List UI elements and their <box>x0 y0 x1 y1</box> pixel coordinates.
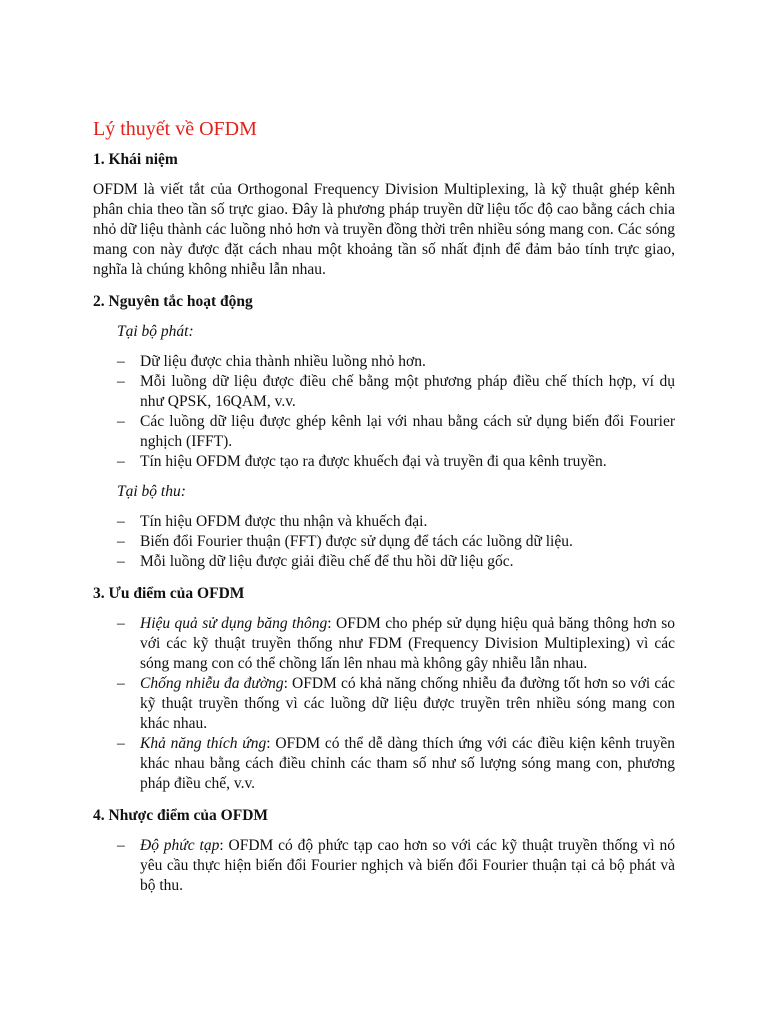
section-heading-advantages: 3. Ưu điểm của OFDM <box>93 585 245 602</box>
document-title: Lý thuyết về OFDM <box>93 118 257 140</box>
concept-paragraph: OFDM là viết tắt của Orthogonal Frequency Division Multiplexing, là kỹ thuật ghép kênh phân chia theo tần số trực giao. Đây là phương pháp truyền dữ liệu tốc độ cao bằng cách chia nhỏ dữ liệu thành các luồng nhỏ hơn và truyền đồng thời trên nhiều sóng mang con. Các sóng mang con này được đặt cách nhau một khoảng tần số nhất định để đảm bảo tính trực giao, nghĩa là chúng không nhiễu lẫn nhau. <box>93 181 675 278</box>
section-heading-concept: 1. Khái niệm <box>93 151 178 168</box>
list-item: – Dữ liệu được chia thành nhiều luồng nhỏ hơn. <box>117 353 426 370</box>
list-item: – Các luồng dữ liệu được ghép kênh lại với nhau bằng cách sử dụng biến đổi Fourier nghịch (IFFT). <box>117 413 675 450</box>
receiver-label: Tại bộ thu: <box>117 483 186 500</box>
transmitter-list <box>93 352 675 472</box>
list-item: – Tín hiệu OFDM được thu nhận và khuếch đại. <box>117 513 428 530</box>
list-item: – Tín hiệu OFDM được tạo ra được khuếch đại và truyền đi qua kênh truyền. <box>117 453 607 470</box>
list-item: – Chống nhiễu đa đường: OFDM có khả năng chống nhiễu đa đường tốt hơn so với các kỹ thuật truyền thống vì các luồng dữ liệu được truyền trên nhiều sóng mang con khác nhau. <box>117 675 675 732</box>
list-item: – Hiệu quả sử dụng băng thông: OFDM cho phép sử dụng hiệu quả băng thông hơn so với các kỹ thuật truyền thống như FDM (Frequency Division Multiplexing) vì các sóng mang con có thể chồng lấn lên nhau mà không gây nhiễu lẫn nhau. <box>117 615 675 672</box>
section-heading-principle: 2. Nguyên tắc hoạt động <box>93 293 253 310</box>
receiver-list <box>93 512 675 572</box>
section-heading-disadvantages: 4. Nhược điểm của OFDM <box>93 807 269 824</box>
list-item: – Biến đổi Fourier thuận (FFT) được sử dụng để tách các luồng dữ liệu. <box>117 533 573 550</box>
list-item: – Mỗi luồng dữ liệu được giải điều chế để thu hồi dữ liệu gốc. <box>117 553 514 570</box>
disadvantages-list <box>93 836 675 896</box>
transmitter-label: Tại bộ phát: <box>117 323 194 340</box>
list-item: – Độ phức tạp: OFDM có độ phức tạp cao hơn so với các kỹ thuật truyền thống vì nó yêu cầu thực hiện biến đổi Fourier nghịch và biến đổi Fourier thuận tại cả bộ phát và bộ thu. <box>117 837 675 894</box>
advantages-list <box>93 614 675 794</box>
list-item: – Mỗi luồng dữ liệu được điều chế bằng một phương pháp điều chế thích hợp, ví dụ như QPSK, 16QAM, v.v. <box>117 373 675 410</box>
document-body <box>93 150 675 896</box>
list-item: – Khả năng thích ứng: OFDM có thể dễ dàng thích ứng với các điều kiện kênh truyền khác nhau bằng cách điều chỉnh các tham số như số lượng sóng mang con, phương pháp điều chế, v.v. <box>117 735 675 792</box>
